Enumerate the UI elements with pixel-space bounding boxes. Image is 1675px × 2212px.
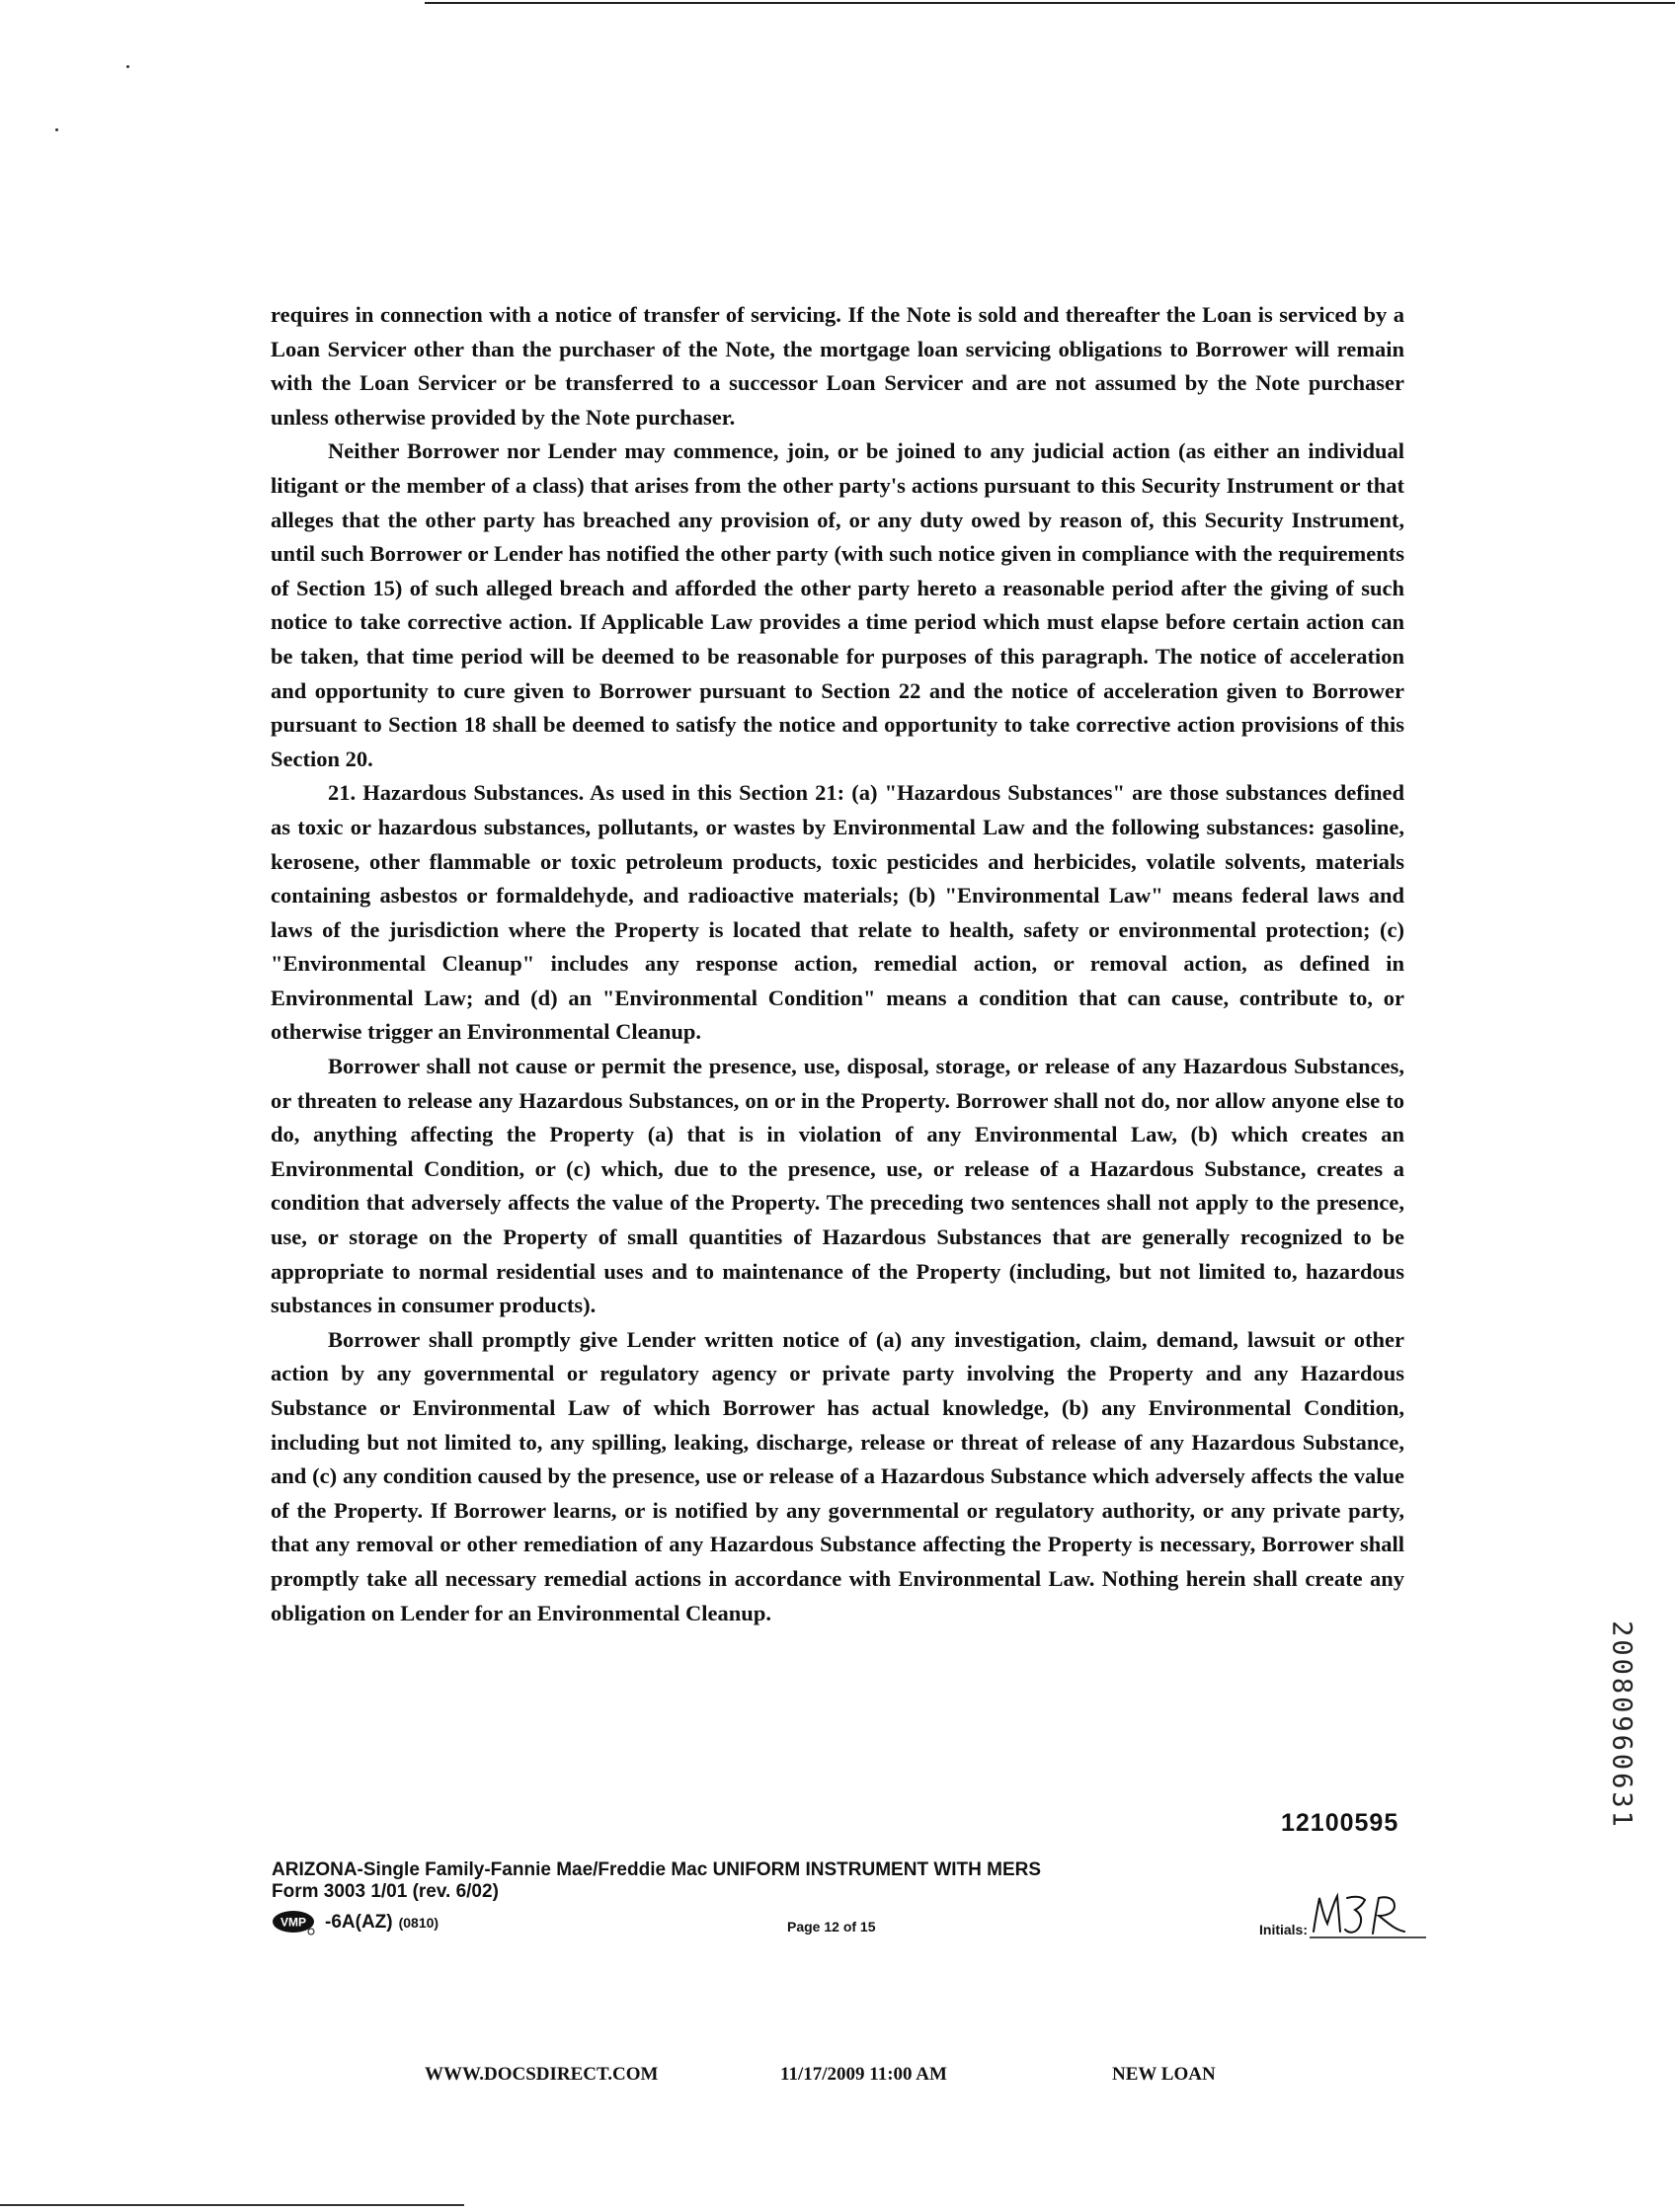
footer-datetime: 11/17/2009 11:00 AM [780,2064,947,2085]
paragraph-servicing-continuation: requires in connection with a notice of transfer of servicing. If the Note is sold and thereafter the Loan is serviced by a Loan Servicer other than the purchaser of the Note, the mortgage loan servicing obligations to Borrower will remain with the Loan Servicer or be transferred to a successor Loan Servicer and are not assumed by the Note purchaser unless otherwise provided by the Note purchaser. [271,302,1404,430]
footer-website: WWW.DOCSDIRECT.COM [425,2064,659,2085]
loan-number: 12100595 [1281,1809,1399,1837]
footer-loan-status: NEW LOAN [1112,2064,1216,2085]
paragraph-judicial-action: Neither Borrower nor Lender may commence, join, or be joined to any judicial action (as either an individual litigant or the member of a class) that arises from the other party's actions pursuant to this Security Instrument or that alleges that the other party has breached any provision of, or any duty owed by reason of, this Security Instrument, until such Borrower or Lender has notified the other party (with such notice given in compliance with the requirements of Section 15) of such alleged breach and afforded the other party hereto a reasonable period after the giving of such notice to take corrective action. If Applicable Law provides a time period which must elapse before certain action can be taken, that time period will be deemed to be reasonable for purposes of this paragraph. The notice of acceleration and opportunity to cure given to Borrower pursuant to Section 22 and the notice of acceleration given to Borrower pursuant to Section 18 shall be deemed to satisfy the notice and opportunity to take corrective action provisions of this Section 20. [271,438,1404,771]
scan-speck [126,65,129,68]
form-code-suffix: (0810) [398,1915,439,1931]
paragraph-borrower-restrictions: Borrower shall not cause or permit the presence, use, disposal, storage, or release of any Hazardous Substances, or threaten to release any Hazardous Substances, on or in the Property. Borrower shall not do, nor allow anyone else to do, anything affecting the Property (a) that is in violation of any Environmental Law, (b) which creates an Environmental Condition, or (c) which, due to the presence, use, or release of a Hazardous Substance, creates a condition that adversely affects the value of the Property. The preceding two sentences shall not apply to the presence, use, or storage on the Property of small quantities of Hazardous Substances that are generally recognized to be appropriate to normal residential uses and to maintenance of the Property (including, but not limited to, hazardous substances in consumer products). [271,1054,1404,1318]
top-scan-rule [425,2,1675,4]
scan-speck [55,128,58,131]
form-title [272,1859,1041,1903]
recording-number: 20080960631 [1606,1620,1637,1830]
form-code: -6A(AZ) [325,1912,393,1933]
form-code-row [272,1908,439,1937]
paragraph-borrower-notice: Borrower shall promptly give Lender written notice of (a) any investigation, claim, demand, lawsuit or other action by any governmental or regulatory agency or private party involving the Property and any Hazardous Substance or Environmental Law of which Borrower has actual knowledge, (b) any Environmental Condition, including but not limited to, any spilling, leaking, discharge, release or threat of release of any Hazardous Substance, and (c) any condition caused by the presence, use or release of a Hazardous Substance which adversely affects the value of the Property. If Borrower learns, or is notified by any governmental or regulatory authority, or any private party, that any removal or other remediation of any Hazardous Substance affecting the Property is necessary, Borrower shall promptly take all necessary remedial actions in accordance with Environmental Law. Nothing herein shall create any obligation on Lender for an Environmental Cleanup. [271,1326,1404,1625]
vmp-logo-text: VMP [279,1915,307,1930]
paragraph-hazardous-substances-definitions: 21. Hazardous Substances. As used in this Section 21: (a) "Hazardous Substances" are those substances defined as toxic or hazardous substances, pollutants, or wastes by Environmental Law and the following substances: gasoline, kerosene, other flammable or toxic petroleum products, toxic pesticides and herbicides, volatile solvents, materials containing asbestos or formaldehyde, and radioactive materials; (b) "Environmental Law" means federal laws and laws of the jurisdiction where the Property is located that relate to health, safety or environmental protection; (c) "Environmental Cleanup" includes any response action, remedial action, or removal action, as defined in Environmental Law; and (d) an "Environmental Condition" means a condition that can cause, contribute to, or otherwise trigger an Environmental Cleanup. [271,780,1404,1045]
initials-label: Initials: [1259,1922,1309,1937]
recording-number-stamp [1602,1592,1641,1858]
page-number: Page 12 of 15 [787,1919,876,1935]
vmp-logo-icon [272,1910,319,1936]
bottom-scan-rule [0,2204,464,2206]
initials-signature [1310,1888,1428,1943]
document-body [271,298,1404,1630]
form-title-line2: Form 3003 1/01 (rev. 6/02) [272,1881,499,1902]
form-title-line1: ARIZONA-Single Family-Fannie Mae/Freddie Mac UNIFORM INSTRUMENT WITH MERS [272,1859,1042,1880]
